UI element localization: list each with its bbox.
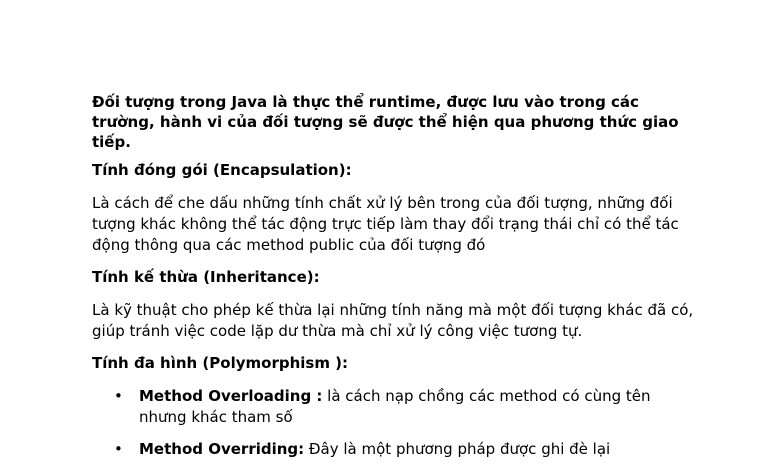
bullet-term: Method Overloading :: [139, 387, 323, 405]
bullet-icon: •: [114, 440, 123, 458]
heading-encapsulation: Tính đóng gói (Encapsulation):: [92, 161, 352, 179]
bullet-term: Method Overriding:: [139, 440, 305, 458]
heading-inheritance: Tính kế thừa (Inheritance):: [92, 268, 320, 286]
document-page: [92, 92, 702, 471]
list-item: [92, 439, 702, 460]
bullet-icon: •: [114, 387, 123, 405]
bullet-text: là cách nạp chồng các method có cùng tên nhưng khác tham số: [139, 387, 651, 426]
bullet-text: Đây là một phương pháp được ghi đè lại: [304, 440, 611, 458]
paragraph-inheritance: Là kỹ thuật cho phép kế thừa lại những tính năng mà một đối tượng khác đã có, giúp tránh việc code lặp dư thừa mà chỉ xử lý công việc tương tự.: [92, 301, 694, 340]
paragraph-encapsulation: Là cách để che dấu những tính chất xử lý bên trong của đối tượng, những đối tượng khác không thể tác động trực tiếp làm thay đổi trạng thái chỉ có thể tác động thông qua các method public của đối tượng đó: [92, 194, 679, 254]
polymorphism-bullet-list: [92, 386, 702, 460]
list-item: [92, 386, 702, 428]
heading-polymorphism: Tính đa hình (Polymorphism ):: [92, 354, 349, 372]
intro-paragraph: Đối tượng trong Java là thực thể runtime, được lưu vào trong các trường, hành vi của đối tượng sẽ được thể hiện qua phương thức giao tiếp.: [92, 93, 679, 151]
